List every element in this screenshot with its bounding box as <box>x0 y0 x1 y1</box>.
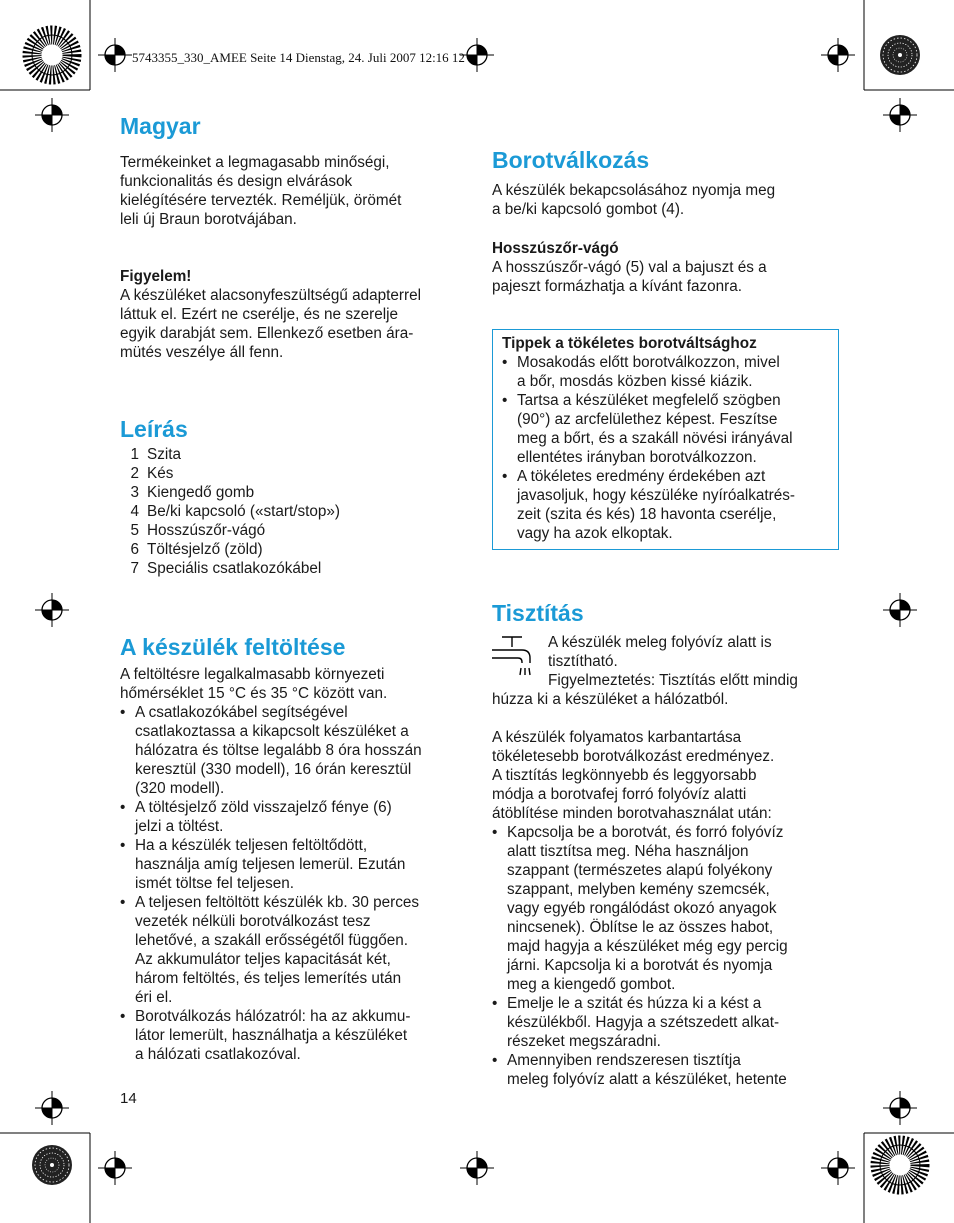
description-title: Leírás <box>120 416 188 442</box>
print-header-line: 5743355_330_AMEE Seite 14 Dienstag, 24. Juli 2007 12:16 12 <box>132 50 465 65</box>
faucet-icon <box>492 633 546 679</box>
list-item: • Mosakodás előtt borotválkozzon, mivel a bőr, mosdás közben kissé kiázik. <box>502 353 830 391</box>
language-title: Magyar <box>120 113 201 139</box>
list-item: • A töltésjelző zöld visszajelző fénye (6) jelzi a töltést. <box>120 798 465 836</box>
charging-intro: A feltöltésre legalkalmasabb környezeti hőmérséklet 15 °C és 35 °C között van. <box>120 666 388 702</box>
cleaning-list <box>492 823 842 1089</box>
cleaning-paragraph: A készülék folyamatos karbantartása tökéletesebb borotválkozást eredményez. A tisztítás legkönnyebb és leggyorsabb módja a borotvafej forró folyóvíz alatti átöblítése minden borotvahasználat után: <box>492 729 775 822</box>
cleaning-intro: A készülék meleg folyóvíz alatt is tisztítható. Figyelmeztetés: Tisztítás előtt mindig húzza ki a készüléket a hálózatból. <box>492 634 798 708</box>
list-item: • A csatlakozókábel segítségével csatlakoztassa a kikapcsolt készüléket a hálózatra és töltse legalább 8 óra hosszán keresztül (330 modell), 16 órán keresztül (320 modell). <box>120 703 465 798</box>
list-item: 3 Kiengedő gomb <box>130 484 255 501</box>
tips-list <box>502 353 830 543</box>
parts-list <box>120 445 465 578</box>
intro-paragraph: Termékeinket a legmagasabb minőségi, funkcionalitás és design elvárások kielégítésére tervezték. Reméljük, örömét leli új Braun borotvájában. <box>120 154 402 228</box>
trimmer-title: Hosszúszőr-vágó <box>492 240 619 257</box>
left-column <box>120 112 465 1064</box>
right-column <box>492 146 842 1089</box>
shaving-title: Borotválkozás <box>492 147 650 173</box>
list-item: • Ha a készülék teljesen feltöltődött, használja amíg teljesen lemerül. Ezután ismét töltse fel teljesen. <box>120 836 465 893</box>
cleaning-title: Tisztítás <box>492 600 584 626</box>
list-item: • Amennyiben rendszeresen tisztítja meleg folyóvíz alatt a készüléket, hetente <box>492 1051 842 1089</box>
list-item: 5 Hosszúszőr-vágó <box>130 522 266 539</box>
trimmer-paragraph: A hosszúszőr-vágó (5) val a bajuszt és a pajeszt formázhatja a kívánt fazonra. <box>492 259 767 295</box>
list-item: • Emelje le a szitát és húzza ki a kést a készülékből. Hagyja a szétszedett alkat- részeket megszáradni. <box>492 994 842 1051</box>
list-item: • Kapcsolja be a borotvát, és forró folyóvíz alatt tisztítsa meg. Néha használjon szappant (természetes alapú folyékony szappant, melyben kemény szemcsék, vagy egyéb rongálódást okozó anyagok nincsenek). Öblítse le az összes habot, majd hagyja a készüléket még egy percig járni. Kapcsolja ki a borotvát és nyomja meg a kiengedő gombot. <box>492 823 842 994</box>
shaving-intro: A készülék bekapcsolásához nyomja meg a be/ki kapcsoló gombot (4). <box>492 182 776 218</box>
page-number: 14 <box>120 1090 137 1107</box>
charging-title: A készülék feltöltése <box>120 634 346 660</box>
tips-title: Tippek a tökéletes borotváltsághoz <box>502 335 757 352</box>
charging-list <box>120 703 465 1064</box>
warning-title: Figyelem! <box>120 268 192 285</box>
list-item: 2 Kés <box>130 465 174 482</box>
list-item: • Borotválkozás hálózatról: ha az akkumu- látor lemerült, használhatja a készüléket a hálózati csatlakozóval. <box>120 1007 465 1064</box>
list-item: • A tökéletes eredmény érdekében azt javasoljuk, hogy készüléke nyíróalkatrés- zeit (szita és kés) 18 havonta cserélje, vagy ha azok elkoptak. <box>502 467 830 543</box>
warning-paragraph: A készüléket alacsonyfeszültségű adapterrel láttuk el. Ezért ne cserélje, és ne szerelje egyik darabját sem. Ellenkező esetben ára- mütés veszélye áll fenn. <box>120 287 422 361</box>
tips-box <box>492 329 839 550</box>
list-item: 6 Töltésjelző (zöld) <box>130 541 263 558</box>
list-item: 1 Szita <box>130 446 182 463</box>
list-item: • A teljesen feltöltött készülék kb. 30 perces vezeték nélküli borotválkozást tesz lehetővé, a szakáll erősségétől függően. Az akkumulátor teljes kapacitását két, három feltöltés, és teljes lemerítés után éri el. <box>120 893 465 1007</box>
list-item: • Tartsa a készüléket megfelelő szögben (90°) az arcfelülethez képest. Feszítse meg a bőrt, és a szakáll növési irányával ellentétes irányban borotválkozzon. <box>502 391 830 467</box>
list-item: 4 Be/ki kapcsoló («start/stop») <box>130 503 340 520</box>
list-item: 7 Speciális csatlakozókábel <box>130 560 322 577</box>
